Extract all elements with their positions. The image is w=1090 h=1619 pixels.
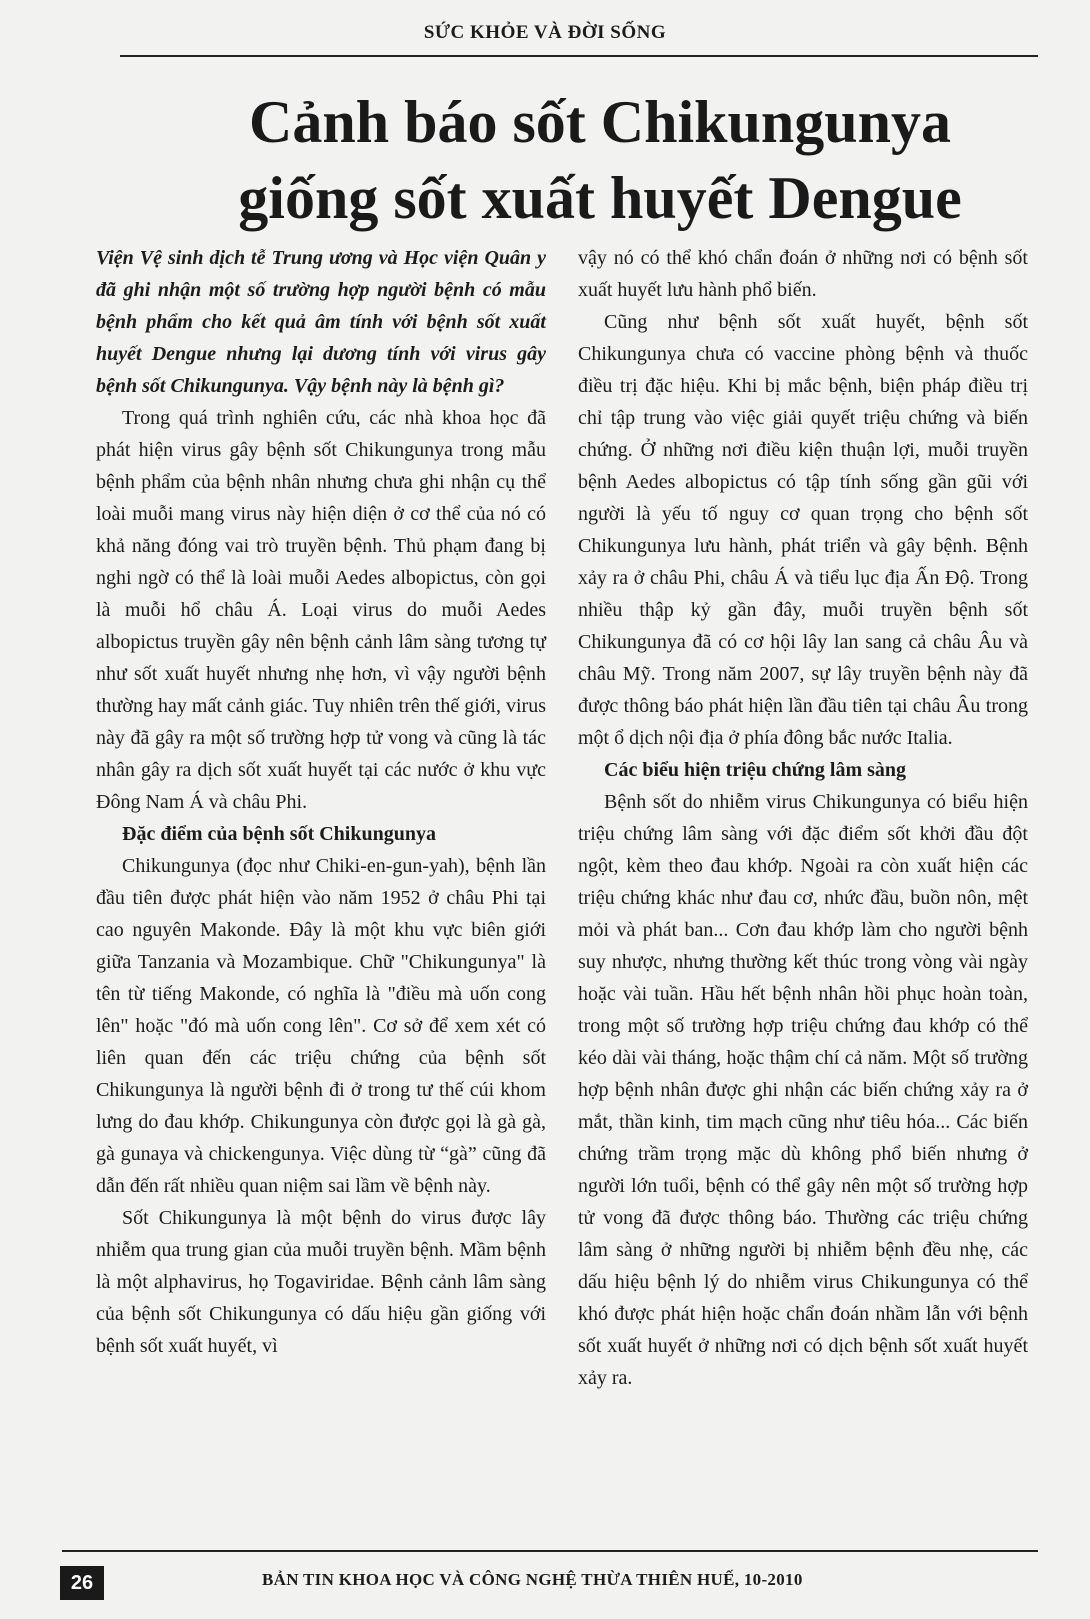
body-paragraph-continued: vậy nó có thể khó chẩn đoán ở những nơi có bệnh sốt xuất huyết lưu hành phổ biến.: [578, 247, 1028, 301]
body-paragraph: Bệnh sốt do nhiễm virus Chikungunya có biểu hiện triệu chứng lâm sàng với đặc điểm sốt khởi đầu đột ngột, kèm theo đau khớp. Ngoài ra còn xuất hiện các triệu chứng khác như đau cơ, nhức đầu, buồn nôn, mệt mỏi và phát ban... Cơn đau khớp làm cho người bệnh suy nhược, nhưng thường kết thúc trong vòng vài ngày hoặc vài tuần. Hầu hết bệnh nhân hồi phục hoàn toàn, trong một số trường hợp triệu chứng đau khớp có thể kéo dài vài tháng, hoặc thậm chí cả năm. Một số trường hợp bệnh nhân được ghi nhận các biến chứng xảy ra ở mắt, thần kinh, tim mạch cũng như tiêu hóa... Các biến chứng trầm trọng mặc dù không phổ biến nhưng ở người lớn tuổi, bệnh có thể gây nên một số trường hợp tử vong đã được thông báo. Thường các triệu chứng lâm sàng ở những người bị nhiễm bệnh đều nhẹ, các dấu hiệu bệnh lý do nhiễm virus Chikungunya có thể khó được phát hiện hoặc chẩn đoán nhầm lẫn với bệnh sốt xuất huyết ở những nơi có dịch bệnh sốt xuất huyết xảy ra.: [578, 791, 1028, 1389]
left-column: [96, 242, 546, 1362]
body-paragraph: Chikungunya (đọc như Chiki-en-gun-yah), bệnh lần đầu tiên được phát hiện vào năm 1952 ở châu Phi tại cao nguyên Makonde. Đây là một khu vực biên giới giữa Tanzania và Mozambique. Chữ "Chikungunya" là tên từ tiếng Makonde, có nghĩa là "điều mà uốn cong lên" hoặc "đó mà uốn cong lên". Cơ sở để xem xét có liên quan đến các triệu chứng của bệnh sốt Chikungunya là người bệnh đi ở trong tư thế cúi khom lưng do đau khớp. Chikungunya còn được gọi là gà gà, gà gunaya và chickengunya. Việc dùng từ “gà” cũng đã dẫn đến rất nhiều quan niệm sai lầm về bệnh này.: [96, 855, 546, 1197]
title-line-2: giống sốt xuất huyết Dengue: [238, 165, 962, 231]
lead-paragraph: Viện Vệ sinh dịch tễ Trung ương và Học viện Quân y đã ghi nhận một số trường hợp người bệnh có mẫu bệnh phẩm cho kết quả âm tính với bệnh sốt xuất huyết Dengue nhưng lại dương tính với virus gây bệnh sốt Chikungunya. Vậy bệnh này là bệnh gì?: [96, 247, 546, 397]
body-paragraph: Sốt Chikungunya là một bệnh do virus được lây nhiễm qua trung gian của muỗi truyền bệnh. Mầm bệnh là một alphavirus, họ Togaviridae. Bệnh cảnh lâm sàng của bệnh sốt Chikungunya có dấu hiệu gần giống với bệnh sốt xuất huyết, vì: [96, 1207, 546, 1357]
header-rule: [120, 55, 1038, 57]
title-line-1: Cảnh báo sốt Chikungunya: [249, 89, 951, 155]
section-heading: Các biểu hiện triệu chứng lâm sàng: [604, 759, 907, 781]
footer-rule: [62, 1550, 1038, 1552]
section-header: SỨC KHỎE VÀ ĐỜI SỐNG: [423, 22, 667, 43]
publication-footer: BẢN TIN KHOA HỌC VÀ CÔNG NGHỆ THỪA THIÊN HUẾ, 10-2010: [262, 1570, 803, 1589]
page-number: 26: [60, 1566, 104, 1600]
section-heading: Đặc điểm của bệnh sốt Chikungunya: [122, 823, 436, 845]
body-paragraph: Trong quá trình nghiên cứu, các nhà khoa học đã phát hiện virus gây bệnh sốt Chikungunya trong mẫu bệnh phẩm của bệnh nhân nhưng chưa ghi nhận cụ thể loài muỗi mang virus này hiện diện ở cơ thể của nó có khả năng đóng vai trò truyền bệnh. Thủ phạm đang bị nghi ngờ có thể là loài muỗi Aedes albopictus, còn gọi là muỗi hổ châu Á. Loại virus do muỗi Aedes albopictus truyền gây nên bệnh cảnh lâm sàng tương tự như sốt xuất huyết nhưng nhẹ hơn, vì vậy người bệnh thường hay mất cảnh giác. Tuy nhiên trên thế giới, virus này đã gây ra một số trường hợp tử vong và cũng là tác nhân gây ra dịch sốt xuất huyết tại các nước ở khu vực Đông Nam Á và châu Phi.: [96, 407, 546, 813]
right-column: [578, 242, 1028, 1394]
body-paragraph: Cũng như bệnh sốt xuất huyết, bệnh sốt Chikungunya chưa có vaccine phòng bệnh và thuốc điều trị đặc hiệu. Khi bị mắc bệnh, biện pháp điều trị chỉ tập trung vào việc giải quyết triệu chứng và biến chứng. Ở những nơi điều kiện thuận lợi, muỗi truyền bệnh Aedes albopictus có tập tính sống gần gũi với người là yếu tố nguy cơ quan trọng cho bệnh sốt Chikungunya lưu hành, phát triển và gây bệnh. Bệnh xảy ra ở châu Phi, châu Á và tiểu lục địa Ấn Độ. Trong nhiều thập kỷ gần đây, muỗi truyền bệnh sốt Chikungunya đã có cơ hội lây lan sang cả châu Âu và châu Mỹ. Trong năm 2007, sự lây truyền bệnh này đã được thông báo phát hiện lần đầu tiên tại châu Âu trong một ổ dịch nội địa ở phía đông bắc nước Italia.: [578, 311, 1028, 749]
article-title: [150, 84, 1050, 236]
